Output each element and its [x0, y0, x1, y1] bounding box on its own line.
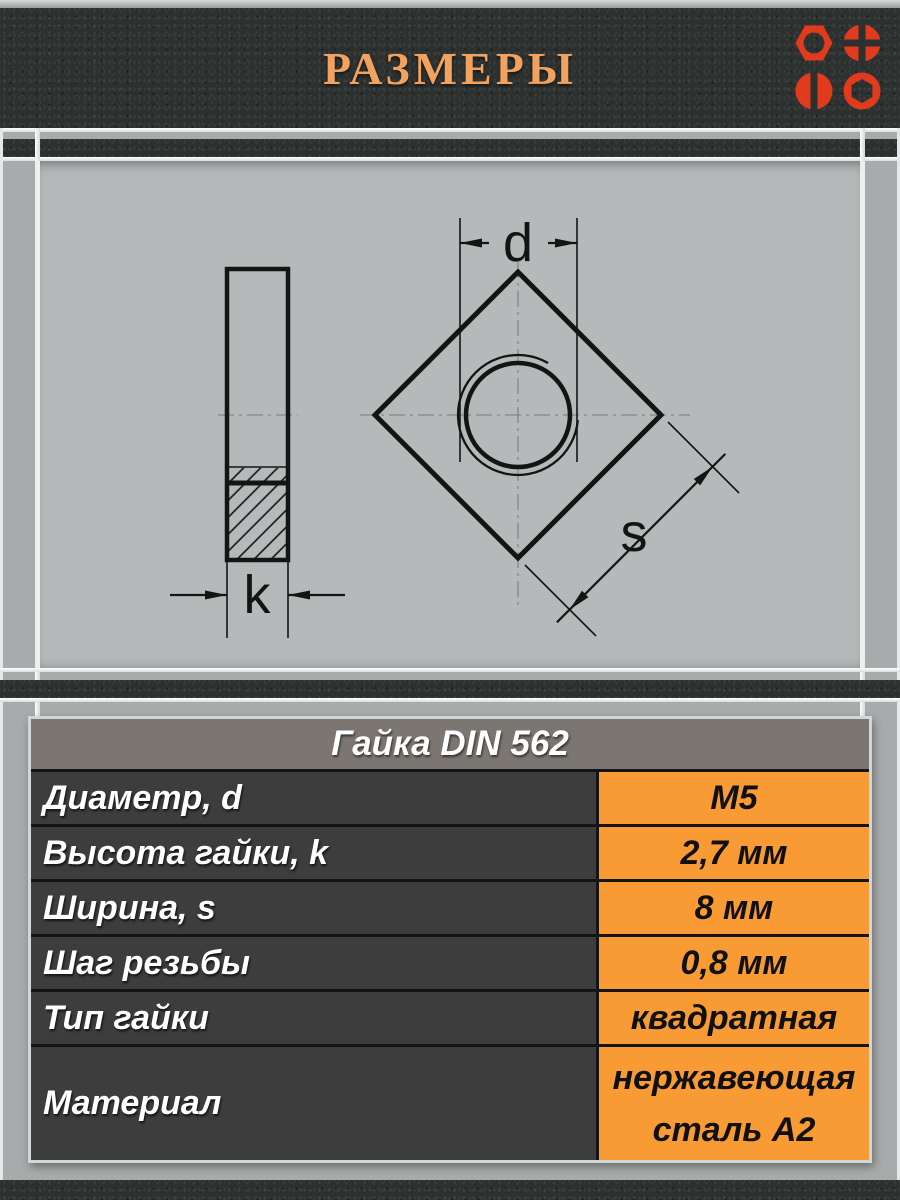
header [0, 8, 900, 128]
row-label: Шаг резьбы [31, 937, 596, 989]
table-row [31, 772, 869, 827]
top-edge-strip [0, 0, 900, 8]
spec-table [28, 716, 872, 1163]
dimension-s [525, 422, 739, 636]
fastener-icon-group [794, 23, 882, 113]
nut-technical-drawing [40, 161, 860, 668]
hex-nut-icon [794, 23, 834, 63]
row-value: нержавеющая сталь А2 [596, 1047, 869, 1160]
hex-socket-head-icon [842, 71, 882, 111]
left-edge-highlight [0, 128, 3, 1180]
bottom-edge-bar [0, 1180, 900, 1200]
row-value: 8 мм [596, 882, 869, 934]
row-value: M5 [596, 772, 869, 824]
divider-bar-bottom [0, 680, 900, 698]
dimension-label-k: k [243, 565, 271, 625]
divider-line [0, 698, 900, 702]
page-title: РАЗМЕРЫ [323, 42, 577, 94]
slotted-screw-head-icon [794, 71, 834, 111]
phillips-screw-head-icon [842, 23, 882, 63]
dimension-d [460, 213, 577, 462]
table-row [31, 827, 869, 882]
side-section-view [170, 269, 345, 638]
row-label: Тип гайки [31, 992, 596, 1044]
row-value: 0,8 мм [596, 937, 869, 989]
row-label: Ширина, s [31, 882, 596, 934]
table-row [31, 992, 869, 1047]
table-row [31, 1047, 869, 1160]
top-view [360, 213, 739, 636]
divider-line [0, 668, 900, 672]
divider-bar-top [0, 139, 900, 157]
row-value: 2,7 мм [596, 827, 869, 879]
divider-line [0, 128, 900, 132]
drawing-panel [35, 161, 865, 668]
row-label: Высота гайки, k [31, 827, 596, 879]
row-label: Материал [31, 1047, 596, 1160]
row-label: Диаметр, d [31, 772, 596, 824]
table-row [31, 937, 869, 992]
dimension-label-s: s [620, 503, 648, 563]
dimension-k [170, 560, 345, 638]
row-value: квадратная [596, 992, 869, 1044]
dimension-label-d: d [502, 213, 534, 273]
table-title: Гайка DIN 562 [31, 719, 869, 772]
table-row [31, 882, 869, 937]
